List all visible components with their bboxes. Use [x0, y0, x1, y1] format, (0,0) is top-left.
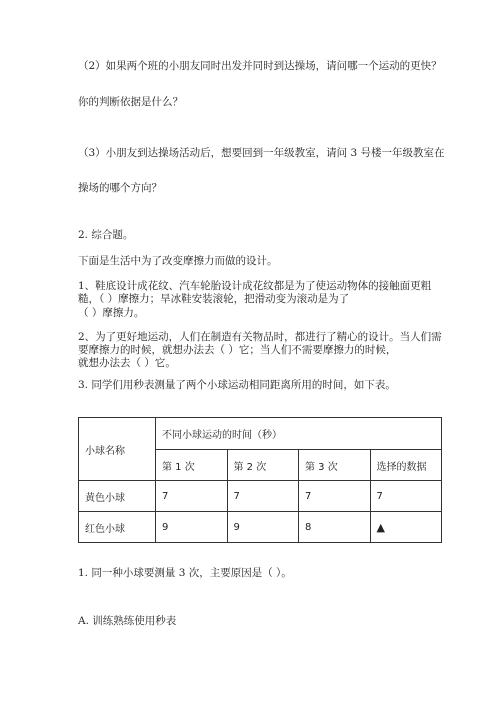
table-row [79, 481, 442, 512]
triangle-icon: ▲ [370, 512, 442, 543]
table-cell-value: 7 [227, 481, 299, 512]
table-subheader-selected: 选择的数据 [370, 450, 442, 481]
table-cell-ball-name: 黄色小球 [79, 481, 156, 512]
item-1-line-1: 1、鞋底设计成花纹、汽车轮胎设计成花纹都是为了使运动物体的接触面更粗 [78, 280, 432, 292]
item-2-line-2: 要摩擦力的时候，就想办法去（ ）它；当人们不需要摩擦力的时候， [78, 344, 397, 356]
table-cell-value: 7 [299, 481, 371, 512]
question-2-line-2: 你的判断依据是什么？ [78, 96, 183, 108]
follow-up-question: 1. 同一种小球要测量 3 次，主要原因是（ ）。 [78, 567, 292, 579]
table-subheader-trial-3: 第 3 次 [299, 450, 371, 481]
table-cell-value: 7 [156, 481, 228, 512]
item-2-line-3: 就想办法去（ ）它。 [78, 357, 176, 369]
table-header-time-group: 不同小球运动的时间（秒） [156, 418, 442, 450]
item-2-line-1: 2、为了更好地运动，人们在制造有关物品时，都进行了精心的设计。当人们需 [78, 331, 442, 343]
table-row [79, 512, 442, 543]
section-2-title: 2. 综合题。 [78, 229, 134, 241]
table-cell-value: 8 [299, 512, 371, 543]
table-cell-value: 9 [227, 512, 299, 543]
table-cell-ball-name: 红色小球 [79, 512, 156, 543]
table-cell-value: 7 [370, 481, 442, 512]
table-subheader-trial-2: 第 2 次 [227, 450, 299, 481]
question-3-line-2: 操场的哪个方向？ [78, 182, 162, 194]
item-3-line-1: 3. 同学们用秒表测量了两个小球运动相同距离所用的时间，如下表。 [78, 379, 396, 391]
ball-timing-table [78, 417, 442, 543]
question-3-line-1: （3）小朋友到达操场活动后，想要回到一年级教室，请问 3 号楼一年级教室在 [78, 147, 445, 159]
section-2-intro: 下面是生活中为了改变摩擦力而做的设计。 [78, 255, 278, 267]
question-2-line-1: （2）如果两个班的小朋友同时出发并同时到达操场，请问哪一个运动的更快？ [78, 60, 442, 72]
item-1-line-3: （ ）摩擦力。 [78, 307, 145, 319]
table-cell-value: 9 [156, 512, 228, 543]
table-header-ball-name: 小球名称 [79, 418, 156, 481]
item-1-line-2: 糙，（ ）摩擦力；旱冰鞋安装滚轮，把滑动变为滚动是为了 [78, 293, 350, 305]
option-a: A. 训练熟练使用秒表 [78, 615, 177, 627]
table-subheader-trial-1: 第 1 次 [156, 450, 228, 481]
